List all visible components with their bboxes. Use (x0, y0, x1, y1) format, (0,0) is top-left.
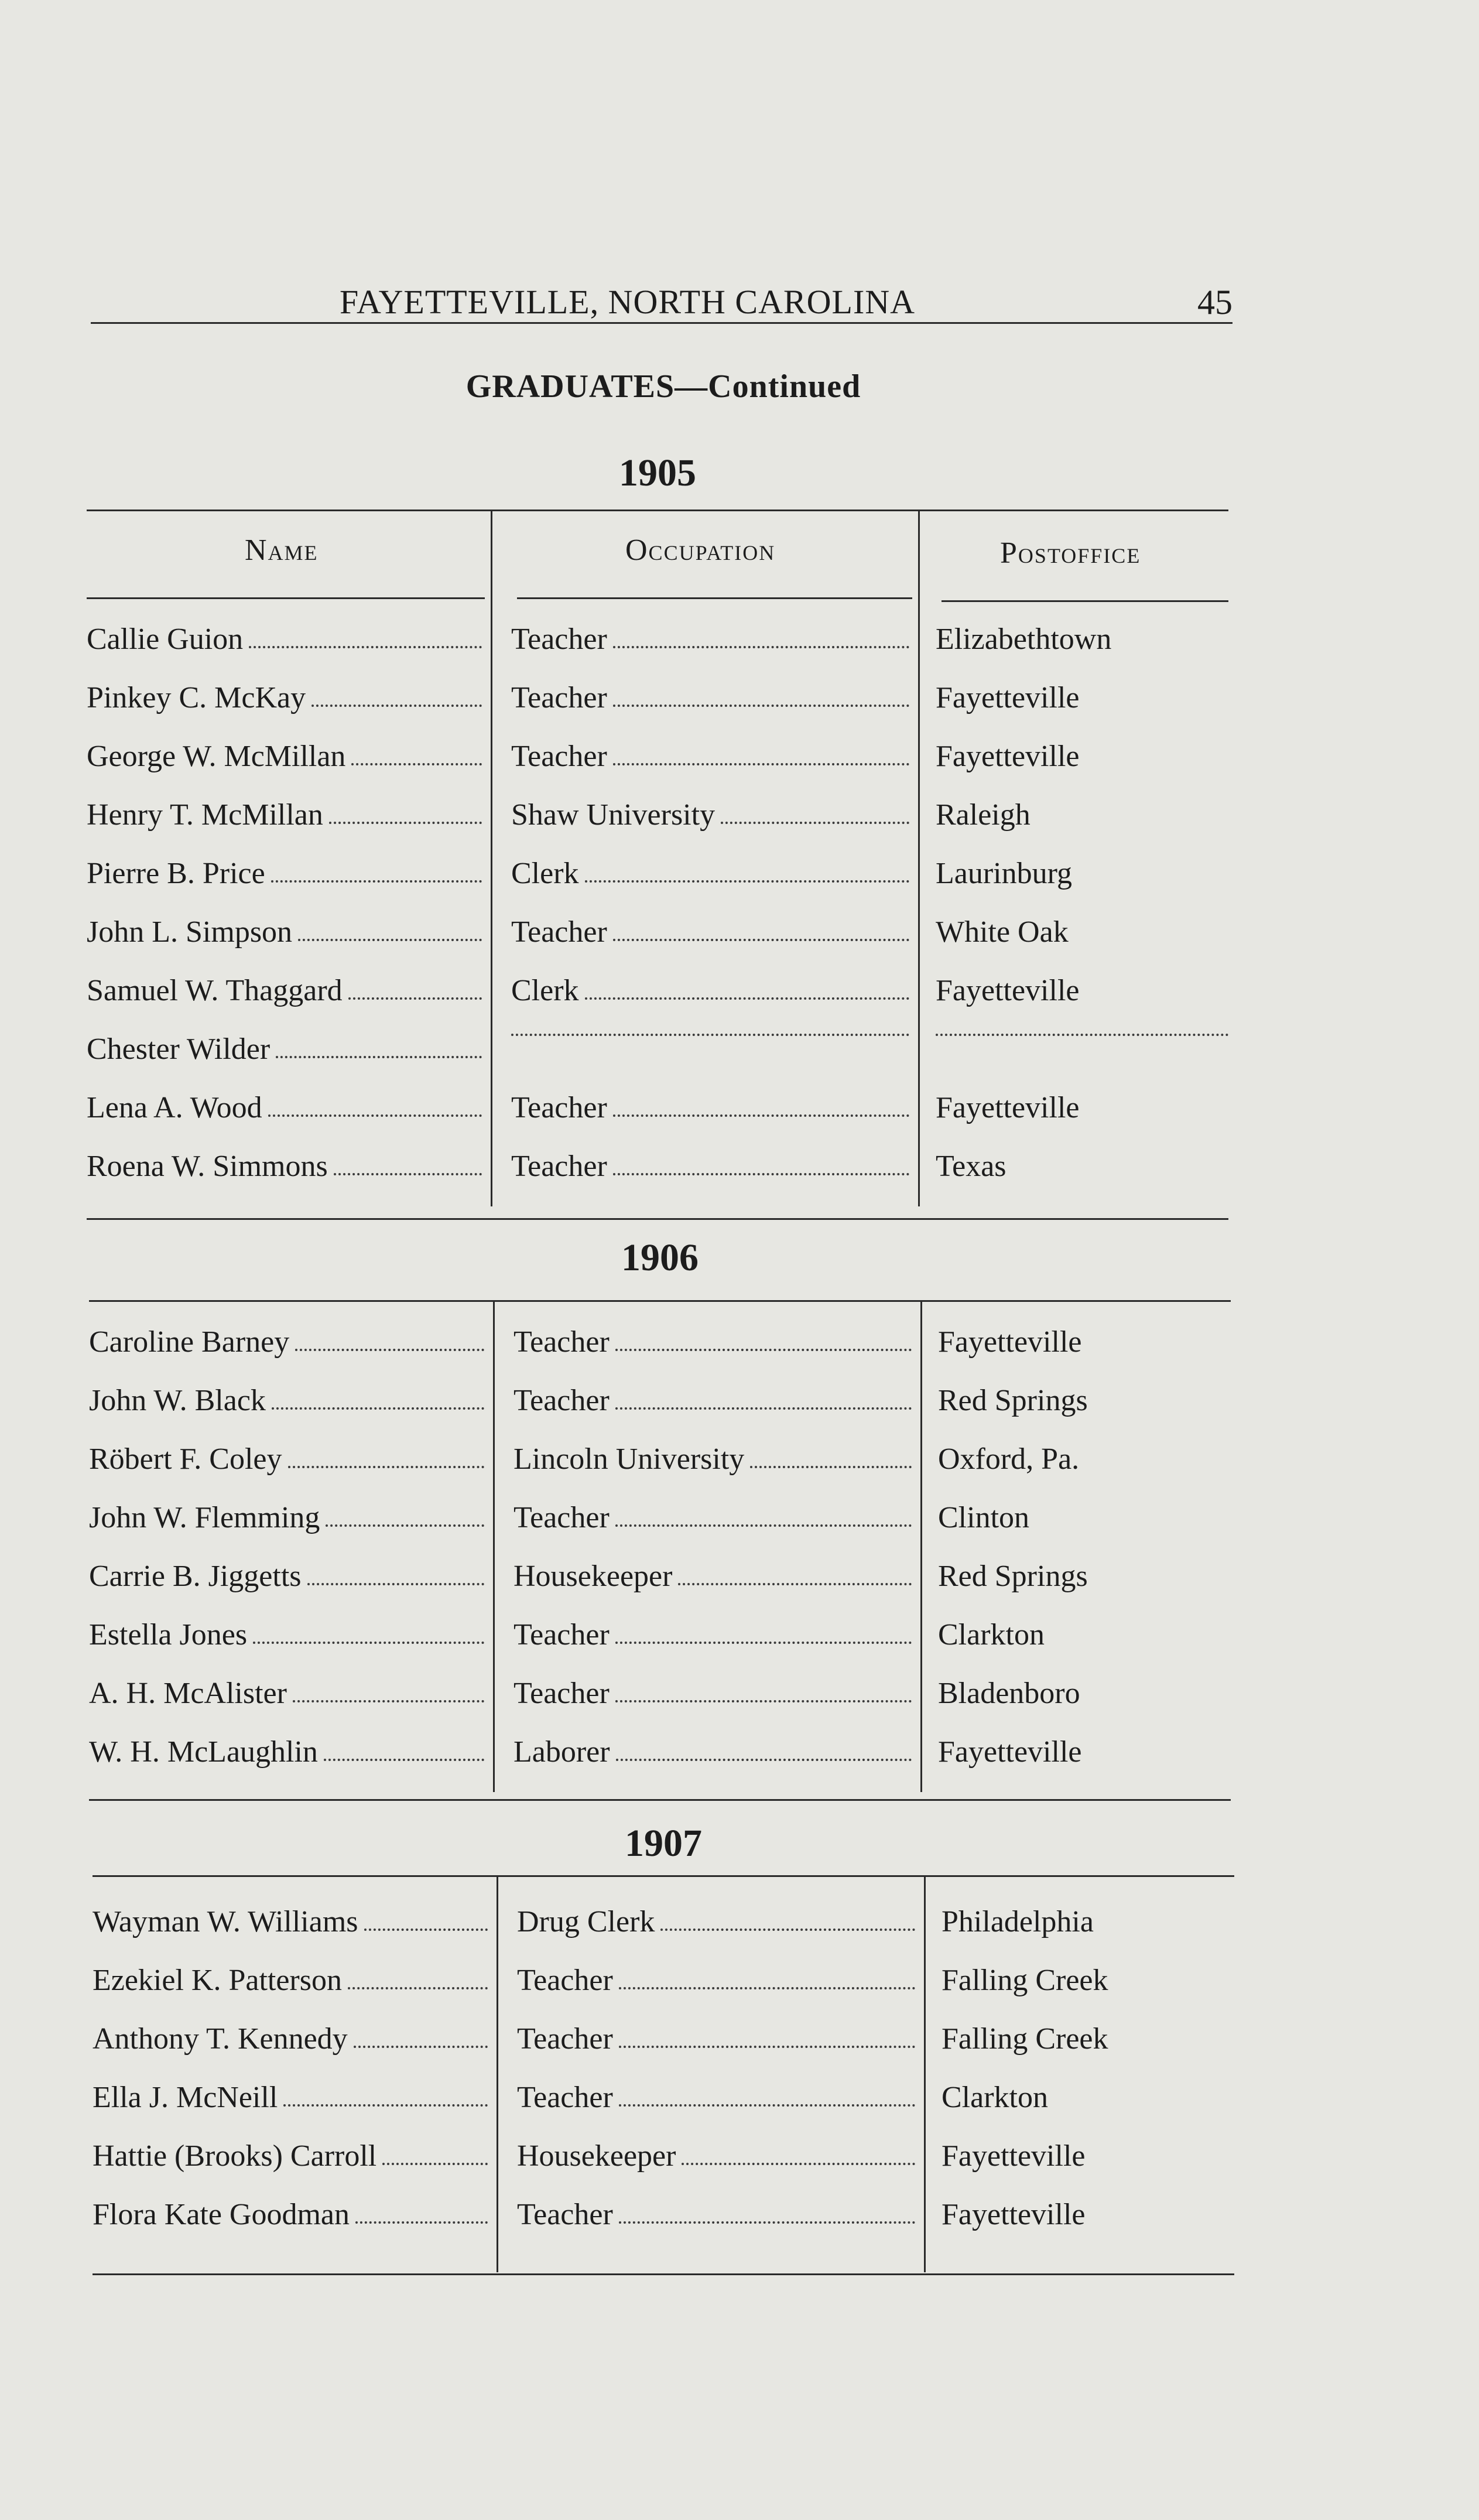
name-cell: John W. Flemming (89, 1500, 484, 1535)
year-block-1907 (93, 1821, 1234, 2278)
running-head (91, 275, 1232, 324)
name-cell: A. H. McAlister (89, 1676, 484, 1711)
occupation-cell: Teacher (513, 1383, 912, 1418)
table-row (89, 1383, 1231, 1442)
postoffice-cell: White Oak (936, 915, 1069, 949)
postoffice-cell: Fayetteville (936, 974, 1080, 1007)
column-header-occupation: Occupation (625, 534, 776, 567)
occupation-cell: Clerk (511, 856, 909, 891)
year-block-1906 (89, 1236, 1231, 1804)
name-cell: Flora Kate Goodman (93, 2197, 488, 2232)
table-row (87, 1149, 1228, 1208)
rule-top (93, 1875, 1234, 1877)
occupation-cell: Teacher (513, 1676, 912, 1711)
table-row (87, 739, 1228, 798)
postoffice-cell: Elizabethtown (936, 623, 1112, 656)
occupation-cell: Housekeeper (513, 1559, 912, 1594)
occupation-cell: Teacher (511, 1090, 909, 1125)
table-row (89, 1618, 1231, 1676)
table-row (87, 798, 1228, 856)
postoffice-cell: Falling Creek (942, 2022, 1108, 2056)
postoffice-cell: Fayetteville (936, 1091, 1080, 1124)
header-rule (517, 597, 912, 599)
name-cell: W. H. McLaughlin (89, 1735, 484, 1769)
name-cell: Roena W. Simmons (87, 1149, 482, 1184)
postoffice-cell: Texas (936, 1150, 1006, 1183)
occupation-cell: Teacher (517, 2022, 915, 2056)
postoffice-cell: Bladenboro (938, 1677, 1080, 1710)
occupation-cell: Teacher (513, 1618, 912, 1652)
name-cell: Hattie (Brooks) Carroll (93, 2139, 488, 2173)
table-row (89, 1735, 1231, 1793)
name-cell: Röbert F. Coley (89, 1442, 484, 1476)
table-row (93, 2197, 1234, 2256)
table-row (87, 915, 1228, 973)
rule-bottom (89, 1799, 1231, 1801)
occupation-cell: Lincoln University (513, 1442, 912, 1476)
section-subtitle (0, 368, 1479, 405)
column-header-postoffice: Postoffice (1000, 536, 1141, 570)
occupation-cell: Teacher (511, 681, 909, 715)
page-number: 45 (1197, 283, 1232, 322)
name-cell: Ella J. McNeill (93, 2080, 488, 2115)
postoffice-cell: Raleigh (936, 798, 1030, 832)
table-row (89, 1325, 1231, 1383)
table-row (87, 622, 1228, 681)
postoffice-cell: Red Springs (938, 1560, 1088, 1593)
occupation-cell: Teacher (517, 2197, 915, 2232)
postoffice-cell: Fayetteville (938, 1735, 1082, 1769)
table-row (93, 2139, 1234, 2197)
postoffice-cell: Philadelphia (942, 1905, 1094, 1938)
table-row (89, 1442, 1231, 1500)
table-row (87, 973, 1228, 1032)
table-row (93, 1963, 1234, 2022)
name-cell: Ezekiel K. Patterson (93, 1963, 488, 1998)
table-row (93, 2022, 1234, 2080)
rule-top (89, 1300, 1231, 1302)
postoffice-cell: Laurinburg (936, 857, 1072, 890)
postoffice-cell: Fayetteville (938, 1325, 1082, 1359)
postoffice-cell (936, 1032, 1228, 1044)
name-cell: Samuel W. Thaggard (87, 973, 482, 1008)
postoffice-cell: Fayetteville (936, 681, 1080, 714)
year-heading: 1905 (619, 452, 696, 494)
year-block-1905 (87, 451, 1228, 1224)
column-header-name: Name (245, 534, 319, 567)
table-row (87, 681, 1228, 739)
occupation-cell: Teacher (511, 622, 909, 657)
postoffice-cell: Clarkton (938, 1618, 1045, 1651)
occupation-cell (511, 1032, 909, 1044)
header-rule (942, 600, 1228, 602)
name-cell: Chester Wilder (87, 1032, 482, 1066)
name-cell: Estella Jones (89, 1618, 484, 1652)
occupation-cell: Teacher (511, 739, 909, 774)
postoffice-cell: Fayetteville (942, 2198, 1086, 2231)
name-cell: Pinkey C. McKay (87, 681, 482, 715)
name-cell: Pierre B. Price (87, 856, 482, 891)
occupation-cell: Clerk (511, 973, 909, 1008)
occupation-cell: Teacher (517, 1963, 915, 1998)
header-rule (87, 597, 485, 599)
name-cell: Lena A. Wood (87, 1090, 482, 1125)
table-row (89, 1500, 1231, 1559)
name-cell: Caroline Barney (89, 1325, 484, 1359)
name-cell: George W. McMillan (87, 739, 482, 774)
table-row (93, 1904, 1234, 1963)
occupation-cell: Teacher (517, 2080, 915, 2115)
postoffice-cell: Fayetteville (942, 2139, 1086, 2173)
postoffice-cell: Clinton (938, 1501, 1030, 1534)
table-row (87, 1090, 1228, 1149)
rule-top (87, 510, 1228, 511)
name-cell: John W. Black (89, 1383, 484, 1418)
table-row (93, 2080, 1234, 2139)
occupation-cell: Teacher (513, 1500, 912, 1535)
occupation-cell: Housekeeper (517, 2139, 915, 2173)
year-heading: 1906 (621, 1236, 699, 1279)
occupation-cell: Teacher (511, 915, 909, 949)
occupation-cell: Shaw University (511, 798, 909, 832)
occupation-cell: Laborer (513, 1735, 912, 1769)
subtitle-text: GRADUATES—Continued (465, 368, 861, 405)
name-cell: Wayman W. Williams (93, 1904, 488, 1939)
name-cell: Anthony T. Kennedy (93, 2022, 488, 2056)
postoffice-cell: Clarkton (942, 2081, 1048, 2114)
name-cell: Carrie B. Jiggetts (89, 1559, 484, 1594)
rule-bottom (93, 2273, 1234, 2275)
rule-bottom (87, 1218, 1228, 1220)
name-cell: John L. Simpson (87, 915, 482, 949)
table-row (89, 1559, 1231, 1618)
table-row (87, 856, 1228, 915)
table-row (87, 1032, 1228, 1090)
year-heading: 1907 (625, 1822, 702, 1865)
postoffice-cell: Oxford, Pa. (938, 1442, 1080, 1476)
table-row (89, 1676, 1231, 1735)
occupation-cell: Teacher (513, 1325, 912, 1359)
occupation-cell: Teacher (511, 1149, 909, 1184)
postoffice-cell: Fayetteville (936, 740, 1080, 773)
occupation-cell: Drug Clerk (517, 1904, 915, 1939)
name-cell: Callie Guion (87, 622, 482, 657)
postoffice-cell: Falling Creek (942, 1964, 1108, 1997)
postoffice-cell: Red Springs (938, 1384, 1088, 1417)
name-cell: Henry T. McMillan (87, 798, 482, 832)
running-title: FAYETTEVILLE, NORTH CAROLINA (340, 283, 916, 321)
